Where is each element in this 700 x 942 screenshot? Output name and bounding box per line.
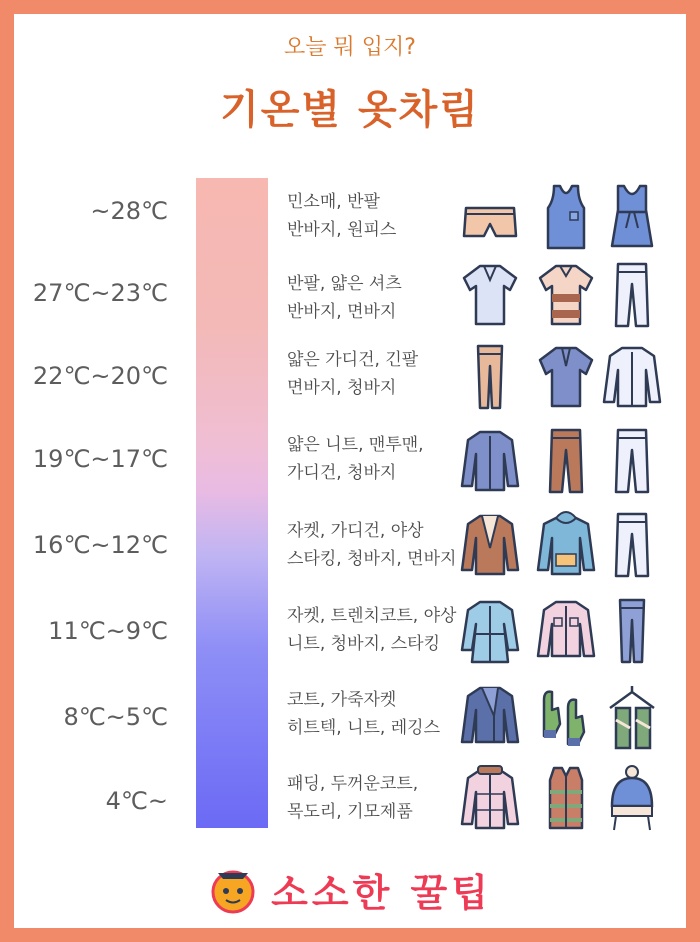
temp-label-7: 8℃~5℃ [63,703,168,731]
clothing-desc-line: 니트, 청바지, 스타킹 [287,634,440,654]
clothing-desc-line: 자켓, 가디건, 야상 [287,521,424,541]
clothing-desc-8 [287,770,472,826]
shirt-icon [458,424,522,498]
clothing-desc-line: 패딩, 두꺼운코트, [287,774,419,794]
hoodie-icon [534,508,598,582]
leggings-icon [600,594,664,668]
page-title: 기온별 옷차림 [220,87,480,133]
clothing-desc-1 [287,188,472,244]
clothing-desc-3 [287,346,472,402]
temp-label-8: 4℃~ [105,787,168,815]
denim-jacket-icon [534,594,598,668]
henley-shirt-icon [534,340,598,414]
dress-icon [600,180,664,254]
jeans-icon [534,424,598,498]
temperature-gradient-bar [196,178,268,828]
clothing-desc-line: 자켓, 트렌치코트, 야상 [287,606,457,626]
clothing-desc-5 [287,517,472,573]
striped-tshirt-icon [534,258,598,332]
padded-vest-icon [534,762,598,836]
clothing-desc-4 [287,431,472,487]
clothing-desc-line: 면바지, 청바지 [287,378,397,398]
pants-icon [600,508,664,582]
temp-label-6: 11℃~9℃ [48,617,168,645]
scarf-icon [600,680,664,754]
clothing-desc-line: 가디건, 청바지 [287,463,397,483]
temp-label-3: 22℃~20℃ [32,362,168,390]
clothing-desc-7 [287,686,472,742]
clothing-desc-2 [287,270,472,326]
pants-icon [600,424,664,498]
clothing-desc-6 [287,602,472,658]
pants-icon [600,258,664,332]
trench-coat-icon [458,594,522,668]
chino-pants-icon [458,340,522,414]
clothing-desc-line: 반바지, 원피스 [287,220,397,240]
clothing-desc-line: 얇은 니트, 맨투맨, [287,435,424,455]
beanie-icon [600,762,664,836]
polo-shirt-icon [458,258,522,332]
brand-footer [0,862,700,917]
brand-name: 소소한 꿀팁 [271,871,492,915]
page-subtitle: 오늘 뭐 입지? [284,35,416,60]
temp-label-4: 19℃~17℃ [32,445,168,473]
clothing-desc-line: 반팔, 얇은 셔츠 [287,274,402,294]
jacket-icon [458,508,522,582]
clothing-desc-line: 반바지, 면바지 [287,302,397,322]
puffer-jacket-icon [458,762,522,836]
gloves-icon [534,680,598,754]
clothing-desc-line: 코트, 가죽자켓 [287,690,397,710]
clothing-desc-line: 히트텍, 니트, 레깅스 [287,718,440,738]
clothing-desc-line: 목도리, 기모제품 [287,802,413,822]
clothing-desc-line: 얇은 가디건, 긴팔 [287,350,419,370]
temp-label-1: ~28℃ [90,197,168,225]
shorts-icon [458,180,522,254]
clothing-desc-line: 민소매, 반팔 [287,192,380,212]
long-sleeve-shirt-icon [600,340,664,414]
temp-label-5: 16℃~12℃ [32,531,168,559]
leather-jacket-icon [458,680,522,754]
sleeveless-top-icon [534,180,598,254]
brand-logo-icon [208,865,258,915]
temp-label-2: 27℃~23℃ [32,279,168,307]
clothing-desc-line: 스타킹, 청바지, 면바지 [287,549,457,569]
